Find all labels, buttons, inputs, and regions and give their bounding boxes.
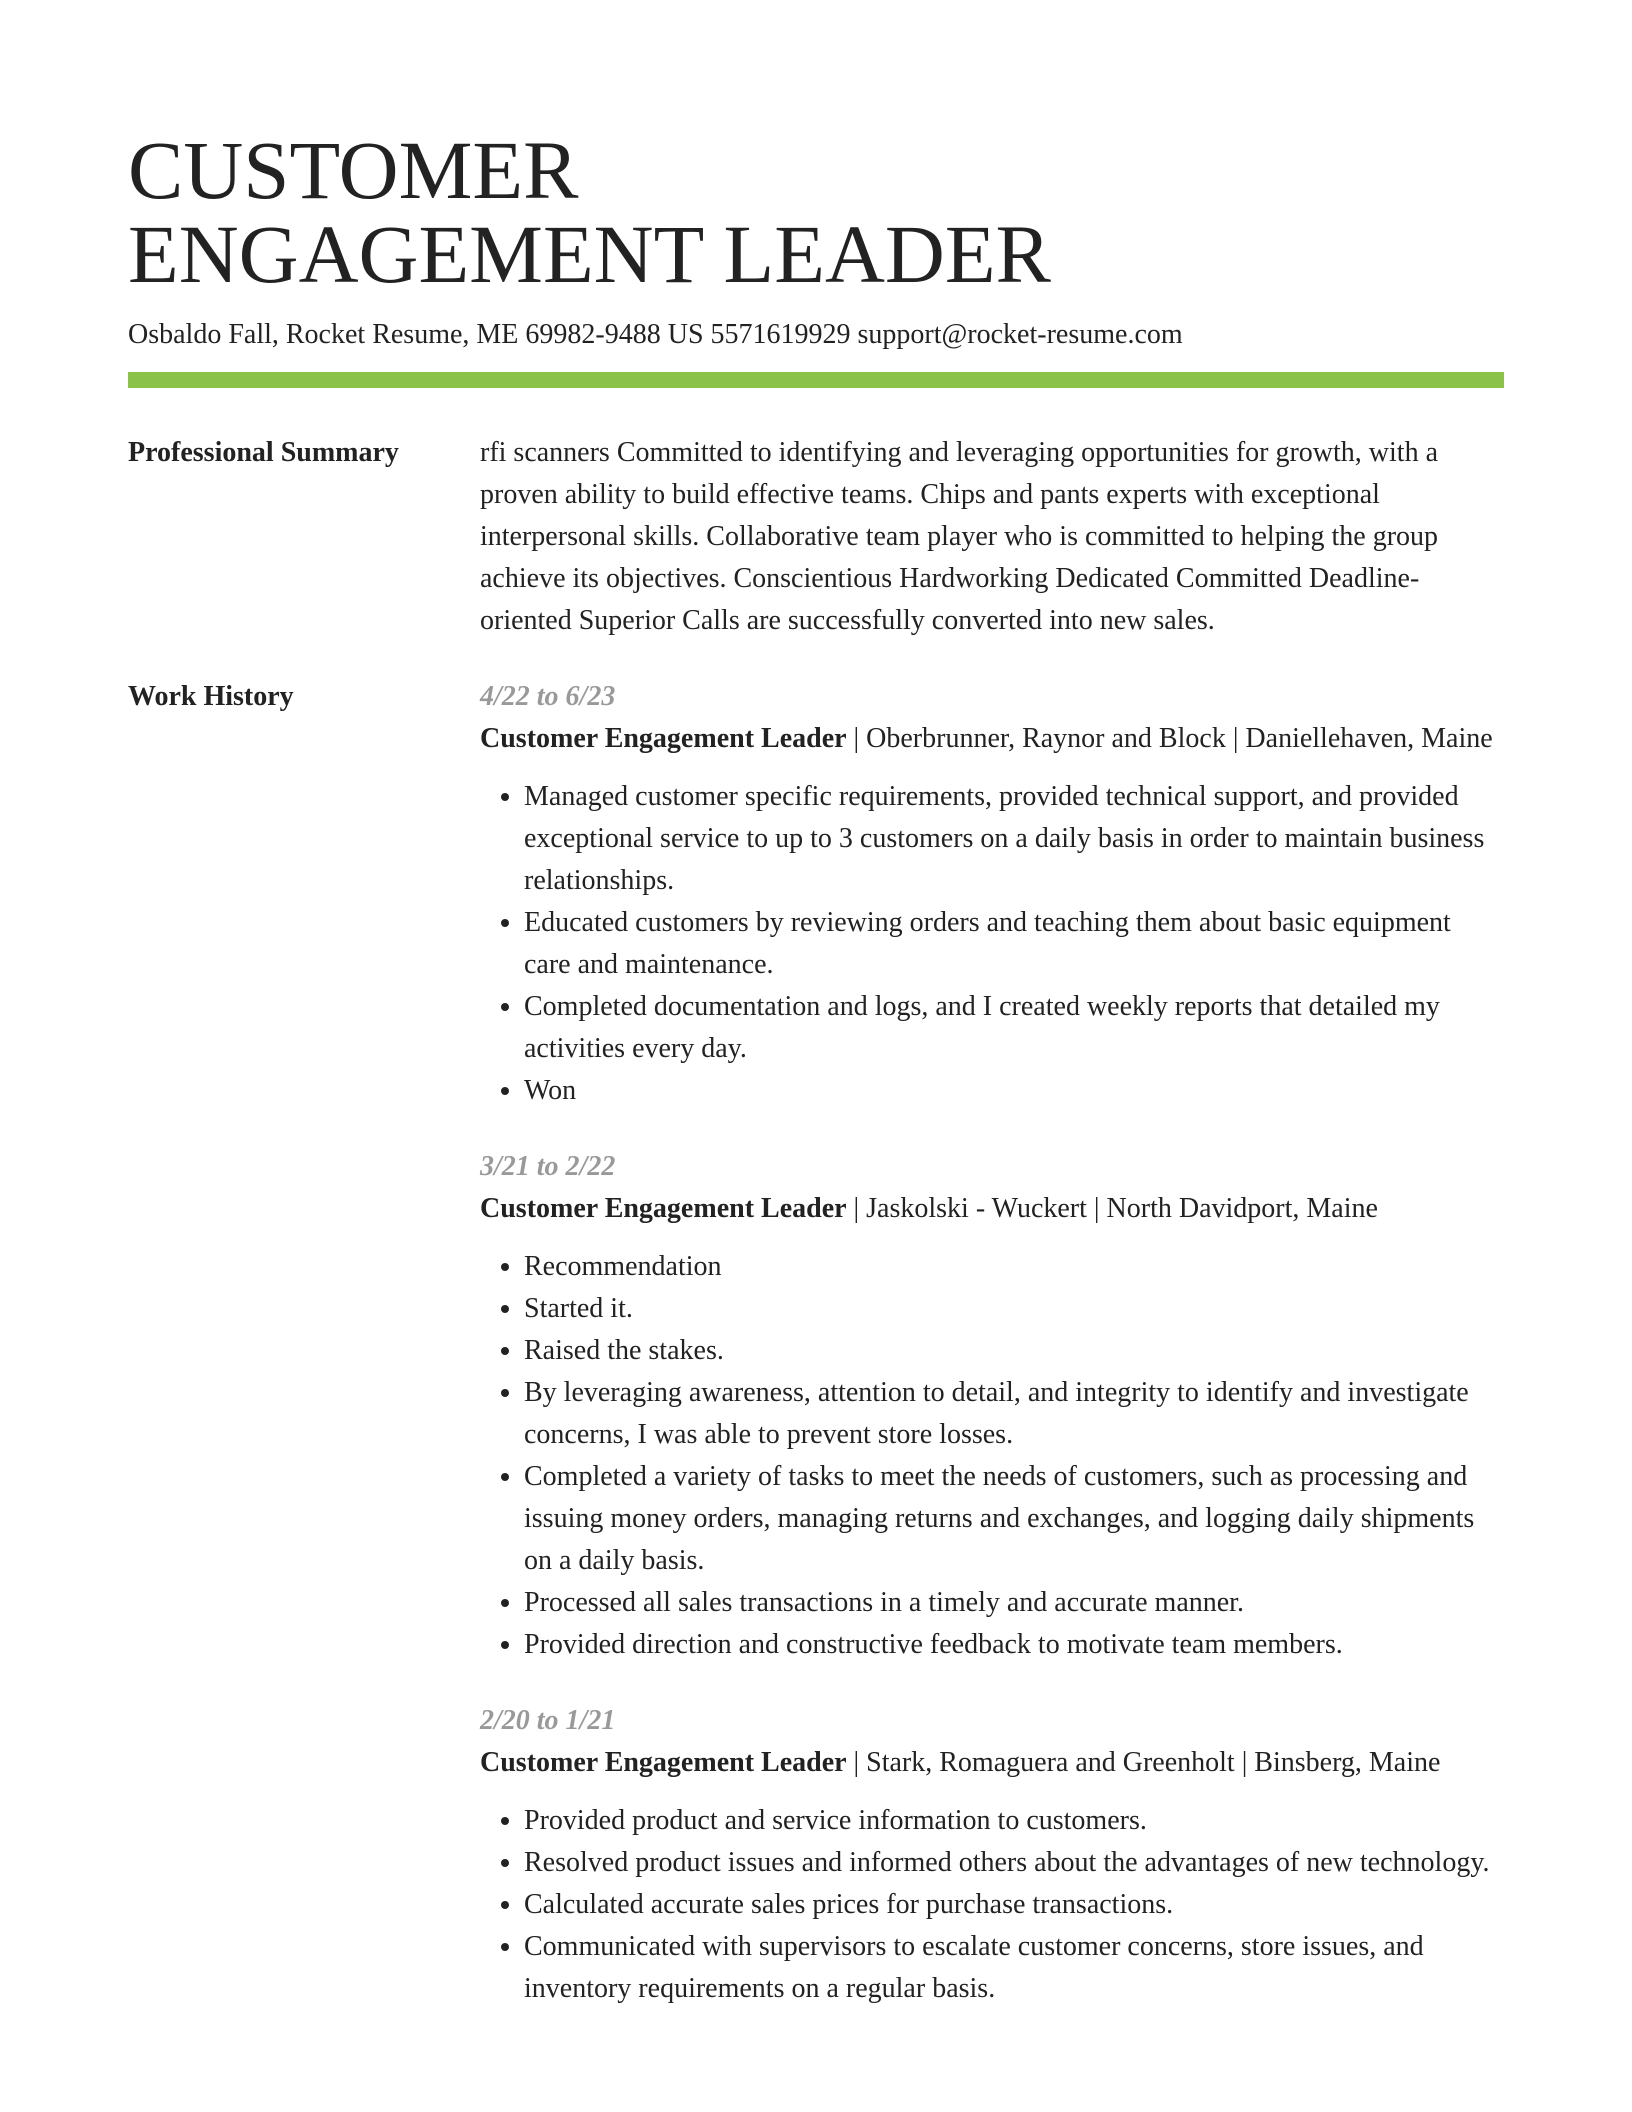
duty-item: • By leveraging awareness, attention to detail, and integrity to identify and investigate concerns, I was able to prevent store losses. [524, 1372, 1504, 1456]
duty-item: • Won [524, 1070, 1504, 1112]
summary-body [480, 432, 1504, 642]
duty-item: • Completed documentation and logs, and I created weekly reports that detailed my activities every day. [524, 986, 1504, 1070]
job-entry [480, 676, 1504, 1112]
job-title: Customer Engagement Leader [480, 1747, 847, 1778]
resume-page [128, 124, 1504, 2010]
job-heading [480, 1742, 1504, 1784]
job-heading [480, 718, 1504, 760]
work-history-section [128, 676, 1504, 2010]
section-label-summary: Professional Summary [128, 437, 399, 468]
job-duties-list [480, 1246, 1504, 1666]
duty-item: • Resolved product issues and informed others about the advantages of new technology. [524, 1842, 1504, 1884]
job-dates: 3/21 to 2/22 [480, 1151, 616, 1182]
job-employer-location: | Jaskolski - Wuckert | North Davidport, Maine [846, 1193, 1378, 1224]
work-history-body [480, 676, 1504, 2010]
job-heading [480, 1188, 1504, 1230]
duty-item: • Started it. [524, 1288, 1504, 1330]
professional-summary-section [128, 432, 1504, 642]
job-title: Customer Engagement Leader [480, 723, 847, 754]
duty-item: • Completed a variety of tasks to meet the needs of customers, such as processing and issuing money orders, managing returns and exchanges, and logging daily shipments on a daily basis. [524, 1456, 1504, 1582]
duty-item: • Managed customer specific requirements, provided technical support, and provided exceptional service to up to 3 customers on a daily basis in order to maintain business relationships. [524, 776, 1504, 902]
duty-item: • Calculated accurate sales prices for purchase transactions. [524, 1884, 1504, 1926]
job-dates: 4/22 to 6/23 [480, 681, 616, 712]
summary-text: rfi scanners Committed to identifying and leveraging opportunities for growth, with a proven ability to build effective teams. Chips and pants experts with exceptional interpersonal skills. Collaborative team player who is committed to helping the group achieve its objectives. Conscientious Hardworking Dedicated Committed Deadline-oriented Superior Calls are successfully converted into new sales. [480, 437, 1439, 636]
accent-divider [128, 372, 1504, 388]
resume-title [128, 124, 1504, 300]
job-employer-location: | Stark, Romaguera and Greenholt | Binsberg, Maine [846, 1747, 1441, 1778]
duty-item: • Processed all sales transactions in a timely and accurate manner. [524, 1582, 1504, 1624]
section-label-work: Work History [128, 681, 294, 712]
duty-item: • Educated customers by reviewing orders and teaching them about basic equipment care and maintenance. [524, 902, 1504, 986]
duty-item: • Provided product and service information to customers. [524, 1800, 1504, 1842]
duty-item: • Raised the stakes. [524, 1330, 1504, 1372]
contact-line: Osbaldo Fall, Rocket Resume, ME 69982-9488 US 5571619929 support@rocket-resume.com [128, 319, 1183, 350]
job-entry [480, 1700, 1504, 2010]
duty-item: • Recommendation [524, 1246, 1504, 1288]
title-line-1: CUSTOMER [128, 124, 579, 216]
job-title: Customer Engagement Leader [480, 1193, 847, 1224]
title-line-2: ENGAGEMENT LEADER [128, 208, 1051, 300]
job-duties-list [480, 1800, 1504, 2010]
job-employer-location: | Oberbrunner, Raynor and Block | Daniellehaven, Maine [846, 723, 1493, 754]
job-entry [480, 1146, 1504, 1666]
job-dates: 2/20 to 1/21 [480, 1705, 616, 1736]
job-duties-list [480, 776, 1504, 1112]
duty-item: • Communicated with supervisors to escalate customer concerns, store issues, and inventory requirements on a regular basis. [524, 1926, 1504, 2010]
duty-item: • Provided direction and constructive feedback to motivate team members. [524, 1624, 1504, 1666]
